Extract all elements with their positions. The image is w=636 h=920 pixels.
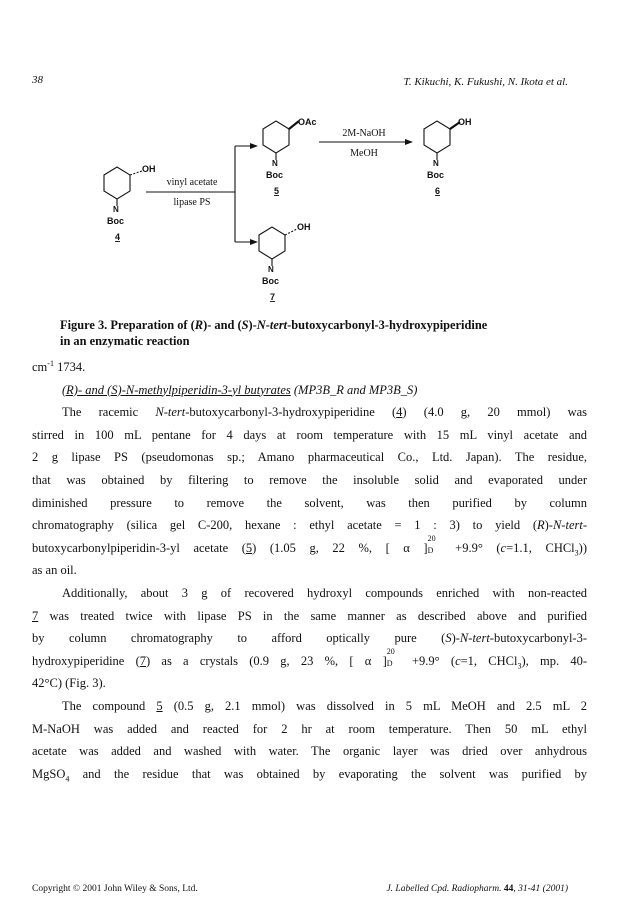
caption-line-1: Figure 3. Preparation of (R)- and (S)-N-tert-butoxycarbonyl-3-hydroxypiperidine [60,318,488,332]
compound-4-boc: Boc [107,216,125,226]
compound-6-number: 6 [435,186,441,196]
paragraph-2-line-3: by column chromatography to afford optically pure (S)-N-tert-butoxycarbonyl-3- [32,631,587,646]
paragraph-3-line-2: M-NaOH was added and reacted for 2 hr at room temperature. Then 50 mL ethyl [32,721,587,736]
compound-7-boc: Boc [262,276,280,286]
compound-7-ring [259,227,285,259]
compound-4-ring [104,167,130,199]
compound-5-number: 5 [274,186,280,196]
reagent-lipase-ps: lipase PS [173,197,211,208]
reagent-meoh: MeOH [350,148,378,159]
footer-copyright: Copyright © 2001 John Wiley & Sons, Ltd. [32,884,198,894]
paragraph-1-line-4: that was obtained by filtering to remove the insoluble solid and evaporated under [32,472,587,487]
reagent-vinyl-acetate: vinyl acetate [166,177,218,188]
section-heading: (R)- and (S)-N-methylpiperidin-3-yl butyrates (MP3B_R and MP3B_S) [62,382,418,397]
page-number: 38 [32,74,43,86]
ir-line: $cm^{-1}$ 1734. [32,358,86,374]
compound-5-oac: OAc [298,117,317,127]
compound-6-oh: OH [458,117,472,127]
paragraph-3-line-4: MgSO$_4$ and the residue that was obtained by evaporating the solvent was purified by [32,766,587,784]
paragraph-2-line-5: 42°C) (Fig. 3). [32,676,106,691]
running-head: T. Kikuchi, K. Fukushi, N. Ikota et al. [403,76,568,88]
paragraph-1-line-1: The racemic N-tert-butoxycarbonyl-3-hydroxypiperidine (4) (4.0 g, 20 mmol) was [62,405,588,420]
figure-caption [60,317,580,349]
paragraph-2-line-1: Additionally, about 3 g of recovered hydroxyl compounds enriched with non-reacted [62,585,587,600]
compound-4-n: N [113,205,119,214]
compound-7-number: 7 [270,292,276,302]
reaction-scheme [0,108,636,308]
paragraph-2-line-2: 7 was treated twice with lipase PS in the same manner as described above and purified [32,608,587,623]
compound-4-number: 4 [115,232,121,242]
reagent-naoh: 2M-NaOH [342,128,386,139]
footer-citation: J. Labelled Cpd. Radiopharm. 44, 31-41 (2001) [386,884,568,894]
compound-4-oh: OH [142,164,156,174]
paragraph-1-line-2: stirred in 100 mL pentane for 4 days at room temperature with 15 mL vinyl acetate and [32,427,587,442]
paragraph-1-line-3: 2 g lipase PS (pseudomonas sp.; Amano pharmaceutical Co., Ltd. Japan). The residue, [32,450,587,465]
paragraph-1-line-8: as an oil. [32,563,77,578]
paragraph-3-line-3: acetate was added and washed with water. The organic layer was dried over anhydrous [32,744,587,759]
paragraph-3-line-1: The compound 5 (0.5 g, 2.1 mmol) was dissolved in 5 mL MeOH and 2.5 mL 2 [62,698,587,713]
paragraph-1-line-7: butoxycarbonylpiperidin-3-yl acetate (5) (1.05 g, 22 %, [ α ] 20 D +9.9° (c=1.1, CHCl$_3$)) [32,533,587,558]
compound-7-oh: OH [297,222,311,232]
compound-5-boc: Boc [266,170,284,180]
body-text [32,356,587,785]
compound-6-boc: Boc [427,170,445,180]
compound-5-ring [263,121,289,153]
paragraph-2-line-4: hydroxypiperidine (7) as a crystals (0.9 g, 23 %, [ α ] 20 D +9.9° (c=1, CHCl$_3$), mp. 40- [32,646,587,671]
compound-7-n: N [268,265,274,274]
compound-6-ring [424,121,450,153]
compound-6-n: N [433,159,439,168]
paragraph-1-line-5: diminished pressure to remove the solvent, was then purified by column [32,495,587,510]
caption-line-2: in an enzymatic reaction [60,334,190,348]
paragraph-1-line-6: chromatography (silica gel C-200, hexane : ethyl acetate = 1 : 3) to yield (R)-N-tert- [32,518,587,533]
compound-5-n: N [272,159,278,168]
